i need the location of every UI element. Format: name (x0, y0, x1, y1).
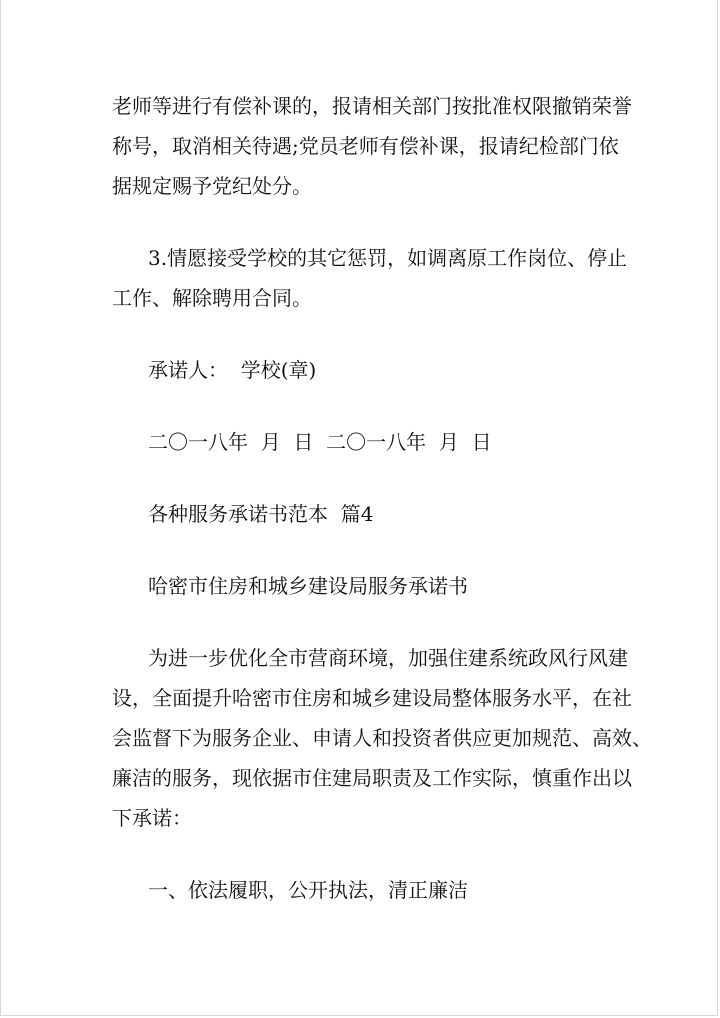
text-line: 工作、解除聘用合同。 (112, 286, 312, 310)
text-line: 各种服务承诺书范本 篇4 (148, 502, 374, 526)
section-heading-template-4 (112, 494, 612, 534)
text-line: 据规定赐予党纪处分。 (112, 174, 312, 198)
text-line: 哈密市住房和城乡建设局服务承诺书 (148, 574, 468, 598)
section-heading-1 (112, 870, 612, 910)
text-line: 会监督下为服务企业、申请人和投资者供应更加规范、高效、 (112, 726, 652, 750)
text-line: 3.情愿接受学校的其它惩罚，如调离原工作岗位、停止 (148, 246, 628, 270)
text-line: 二〇一八年 月 日 二〇一八年 月 日 (148, 430, 492, 454)
text-line: 一、依法履职，公开执法，清正廉洁 (148, 878, 468, 902)
date-line (112, 422, 612, 462)
paragraph-introduction (112, 638, 652, 838)
promisor-signature-line (112, 350, 612, 390)
text-line: 为进一步优化全市营商环境，加强住建系统政风行风建 (148, 646, 628, 670)
text-line: 老师等进行有偿补课的，报请相关部门按批准权限撤销荣誉 (112, 94, 632, 118)
document-title (112, 566, 612, 606)
text-line: 下承诺： (112, 806, 192, 830)
paragraph-tutoring-penalty (112, 86, 632, 206)
text-line: 承诺人： 学校(章) (148, 358, 317, 382)
text-line: 称号，取消相关待遇;党员老师有偿补课，报请纪检部门依 (112, 134, 619, 158)
text-line: 设，全面提升哈密市住房和城乡建设局整体服务水平，在社 (112, 686, 632, 710)
text-line: 廉洁的服务，现依据市住建局职责及工作实际，慎重作出以 (112, 766, 632, 790)
document-body (112, 86, 652, 942)
paragraph-other-punishment (112, 238, 628, 318)
